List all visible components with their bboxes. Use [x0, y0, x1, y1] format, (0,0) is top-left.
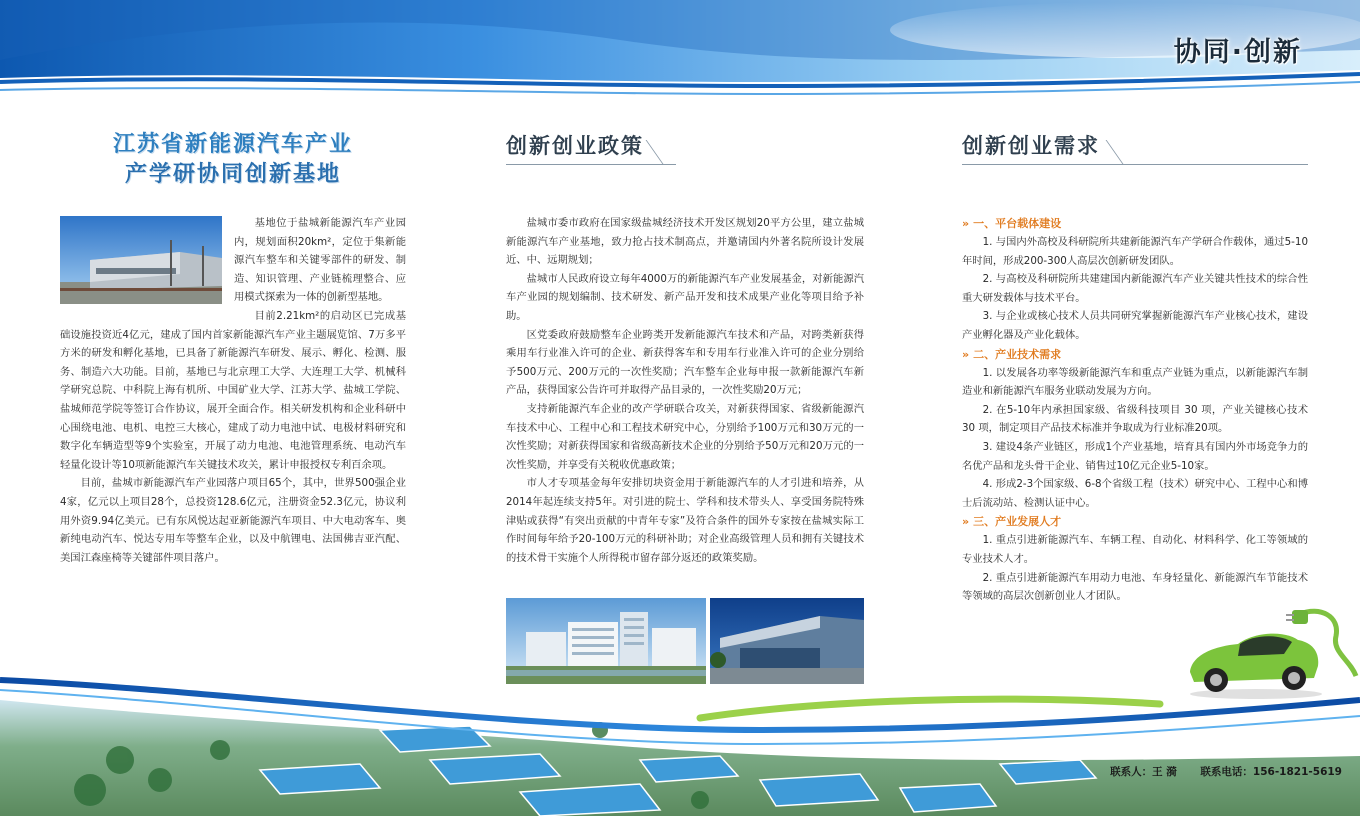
double-chevron-icon: »: [962, 515, 968, 529]
demand-item: 2. 与高校及科研院所共建建国内新能源汽车产业关键共性技术的综合性重大研发载体与技术平台。: [962, 273, 1308, 304]
contact-phone: 联系电话：156-1821-5619: [1200, 766, 1342, 778]
demand-item: 2. 在5-10年内承担国家级、省级科技项目 30 项，产业关键核心技术 30 项，制定项目产品技术标准并争取成为行业标准20项。: [962, 403, 1308, 435]
demand-item: 3. 与企业或核心技术人员共同研究掌握新能源汽车产业核心技术，建设产业孵化器及产业化载体。: [962, 310, 1308, 341]
demand-title: 创新创业需求: [962, 134, 1100, 158]
demand-section-heading: » 二、产业技术需求: [962, 347, 1062, 361]
double-chevron-icon: »: [962, 217, 968, 230]
policy-title: 创新创业政策: [506, 134, 644, 158]
demand-section-heading: » 三、产业发展人才: [962, 515, 1062, 529]
demand-body: [962, 214, 1308, 606]
demand-item: 3. 建设4条产业链区，形成1个产业基地，培育具有国内外市场竞争力的名优产品和龙头骨干企业、销售过10亿元企业5-10家。: [962, 440, 1308, 472]
title-divider: [1106, 140, 1124, 164]
contact-info: [1110, 764, 1342, 779]
title-divider: [646, 140, 664, 164]
base-intro-paragraph: 基地位于盐城新能源汽车产业园内，规划面积20km²，定位于集新能源汽车整车和关键零部件的研发、制造、知识管理、产业链梳理整合、应用模式探索为一体的创新型基地。: [234, 217, 406, 304]
double-chevron-icon: »: [962, 347, 968, 361]
policy-paragraph: 区党委政府鼓励整车企业跨类开发新能源汽车技术和产品，对跨类新获得乘用车行业准入许可的企业、新获得客车和专用车行业准入许可的企业分别给予500万元、200万元的一次性奖励；汽车整车企业每申报一款新能源汽车新产品，获得国家公告许可并取得产品目录的，一次性奖励20万元；: [506, 328, 864, 397]
base-title: [60, 130, 406, 190]
base-title-line1: 江苏省新能源汽车产业: [112, 132, 353, 157]
demand-item: 1. 重点引进新能源汽车、车辆工程、自动化、材料科学、化工等领域的专业技术人才。: [962, 534, 1308, 565]
top-banner: [0, 0, 1360, 95]
base-intro-paragraph: 目前，盐城市新能源汽车产业园落户项目65个，其中，世界500强企业4家，亿元以上项目28个，总投资128.6亿元，注册资金52.3亿元，协议利用外资9.94亿美元。已有东风悦达起亚新能源汽车项目、中大电动客车、奥新纯电动汽车、悦达专用车等整车企业，以及中航锂电、法国佛吉亚汽配、美国江森座椅等关键部件项目落户。: [60, 477, 406, 564]
contact-person: 联系人：王 漪: [1110, 766, 1177, 778]
industrial-park-banner: [0, 660, 1360, 816]
brand-tag: 协同·创新: [1173, 37, 1302, 68]
demand-section-heading: » 一、平台载体建设: [962, 217, 1062, 230]
demand-item: 1. 以发展各功率等级新能源汽车和重点产业链为重点，以新能源汽车制造业和新能源汽车服务业联动发展为方向。: [962, 366, 1308, 398]
policy-paragraph: 盐城市人民政府设立每年4000万的新能源汽车产业发展基金，对新能源汽车产业园的规划编制、技术研发、新产品开发和技术成果产业化等项目给予补助。: [506, 272, 864, 322]
policy-paragraph: 支持新能源汽车企业的改产学研联合攻关，对新获得国家、省级新能源汽车技术中心、工程中心和工程技术研究中心，分别给予100万元和30万元的一次性奖励；对新获得国家和省级高新技术企业的分别给予50万元和20万元的一次性奖励，并享受有关税收优惠政策；: [506, 402, 864, 471]
base-intro-paragraph: 目前2.21km²的启动区已完成基础设施投资近4亿元，建成了国内首家新能源汽车产业主题展览馆、7万多平方米的研发和孵化基地，已具备了新能源汽车研发、展示、孵化、检测、服务、制造六大功能。目前，基地已与北京理工大学、大连理工大学、机械科学研究总院、中科院上海有机所、中国矿业大学、江苏大学、盐城工学院、盐城师范学院等签订合作协议，展开全面合作。相关研发机构和企业科研中心围绕电池、电机、电控三大核心，建成了动力电池中试、电极材料研究和数字化车辆造型等9个实验室，开展了动力电池、电池管理系统、电动汽车轻量化设计等10项新能源汽车关键技术攻关，累计申报授权专利百余项。: [60, 309, 406, 471]
policy-paragraph: 市人才专项基金每年安排切块资金用于新能源汽车的人才引进和培养，从2014年起连续支持5年。对引进的院士、学科和技术带头人、享受国务院特殊津贴或获得“有突出贡献的中青年专家”及符合条件的国外专家按在盐城实际工作时间每年给予20-100万元的科研补助；对企业高级管理人员和拥有关键技术的技术骨干实施个人所得税市留存部分返还的政策奖励。: [506, 477, 864, 564]
title-underline: [506, 164, 676, 165]
demand-item: 2. 重点引进新能源汽车用动力电池、车身轻量化、新能源汽车节能技术等领域的高层次创新创业人才团队。: [962, 571, 1308, 603]
base-title-line2: 产学研协同创新基地: [124, 162, 341, 187]
demand-item: 1. 与国内外高校及科研院所共建新能源汽车产学研合作载体，通过5-10年时间，形成200-300人高层次创新研发团队。: [962, 236, 1308, 267]
demand-item: 4. 形成2-3个国家级、6-8个省级工程（技术）研究中心、工程中心和博士后流动站、检测认证中心。: [962, 478, 1308, 509]
policy-paragraph: 盐城市委市政府在国家级盐城经济技术开发区规划20平方公里，建立盐城新能源汽车产业基地，致力抢占技术制高点，并邀请国内外著名院所设计发展近、中、远期规划；: [506, 217, 864, 267]
base-intro-body: [60, 214, 406, 567]
policy-body: [506, 214, 864, 567]
base-building-photo: [60, 216, 222, 304]
title-underline: [962, 164, 1308, 165]
